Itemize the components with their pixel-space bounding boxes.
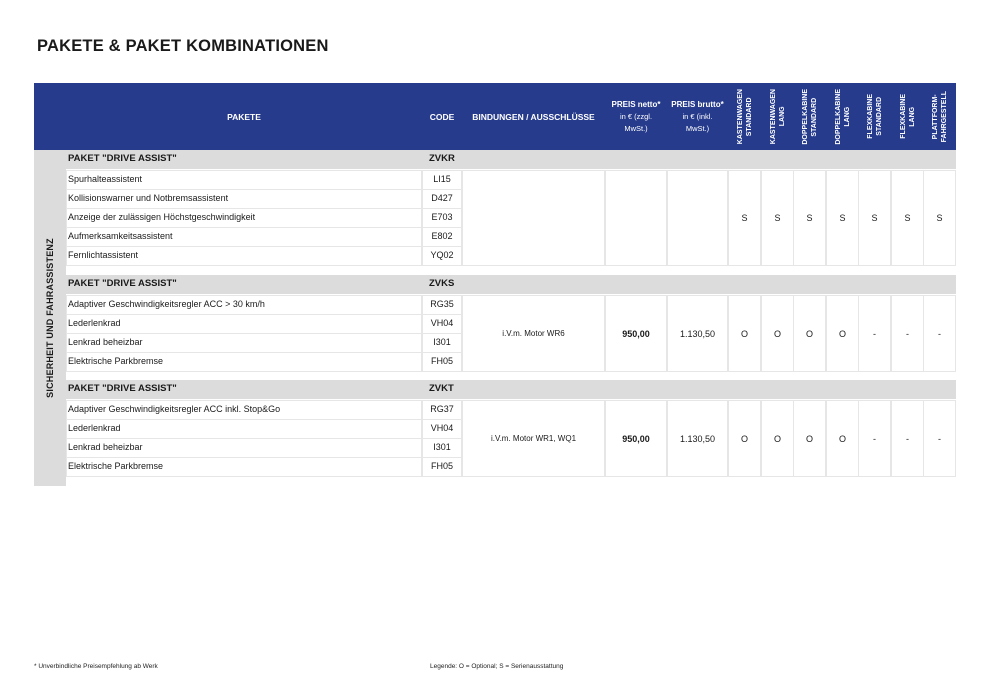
availability-cell (923, 400, 956, 477)
availability-cell (923, 295, 956, 372)
group-code: ZVKS (429, 278, 455, 289)
header-code-label: CODE (429, 111, 455, 122)
group-code: ZVKT (429, 383, 454, 394)
header-variant-label (801, 89, 819, 145)
page-title: PAKETE & PAKET KOMBINATIONEN (37, 37, 329, 55)
header-variant-line1: PLATTFORM- (931, 94, 939, 139)
preis-netto-cell-value: 950,00 (622, 433, 650, 444)
preis-brutto-cell (667, 295, 728, 372)
header-preis-netto-title: PREIS netto* (611, 99, 661, 109)
section-label-text: SICHERHEIT UND FAHRASSISTENZ (45, 238, 55, 398)
bindungen-cell-value: i.V.m. Motor WR6 (502, 329, 565, 338)
availability-cell (826, 400, 859, 477)
header-variant-line2: LANG (843, 106, 851, 127)
availability-cell (761, 400, 794, 477)
availability-value: - (906, 433, 909, 444)
item-code: VH04 (430, 423, 454, 433)
header-variant-line1: KASTENWAGEN (736, 88, 744, 145)
item-label: Kollisionswarner und Notbremsassistent (68, 193, 229, 203)
availability-value: O (773, 328, 781, 339)
header-variant-line2: FAHRGESTELL (940, 90, 948, 143)
header-preis-brutto-sub: in € (inkl. MwSt.) (682, 111, 713, 133)
group-name: PAKET "DRIVE ASSIST" (68, 153, 177, 164)
availability-value: O (805, 433, 813, 444)
preis-netto-cell (605, 295, 667, 372)
header-variant-1 (761, 83, 794, 150)
preis-brutto-cell (667, 170, 728, 266)
availability-cell (858, 170, 891, 266)
header-variant-label (931, 91, 949, 142)
item-label: Elektrische Parkbremse (68, 461, 164, 471)
availability-cell (761, 295, 794, 372)
footer-note: * Unverbindliche Preisempfehlung ab Werk (34, 663, 158, 670)
group-header-row (66, 150, 956, 169)
availability-value: - (873, 433, 876, 444)
item-code: RG37 (430, 404, 454, 414)
availability-value: - (906, 328, 909, 339)
preis-brutto-cell-value: 1.130,50 (679, 328, 716, 339)
section-label (34, 150, 66, 486)
availability-value: O (838, 328, 846, 339)
availability-cell (923, 170, 956, 266)
item-code: D427 (431, 193, 453, 203)
footer-legend: Legende: O = Optional; S = Serienausstattung (430, 663, 564, 670)
item-label: Lederlenkrad (68, 423, 121, 433)
item-code: E802 (431, 231, 453, 241)
item-code: FH05 (430, 356, 453, 366)
availability-value: O (740, 328, 748, 339)
item-label: Elektrische Parkbremse (68, 356, 164, 366)
header-preis-netto (605, 83, 667, 150)
item-label: Adaptiver Geschwindigkeitsregler ACC inkl. Stop&Go (68, 404, 281, 414)
availability-value: - (938, 433, 941, 444)
preis-brutto-cell (667, 400, 728, 477)
group-header-row (66, 380, 956, 399)
item-code: I301 (433, 442, 451, 452)
availability-value: - (938, 328, 941, 339)
availability-value: - (873, 328, 876, 339)
group-code: ZVKR (429, 153, 455, 164)
header-variant-line1: DOPPELKABINE (834, 88, 842, 145)
header-preis-brutto (667, 83, 728, 150)
group-name: PAKET "DRIVE ASSIST" (68, 278, 177, 289)
availability-cell (891, 170, 924, 266)
header-variant-line2: STANDARD (810, 97, 818, 136)
availability-cell (826, 295, 859, 372)
header-variant-line2: STANDARD (745, 97, 753, 136)
header-preis-netto-sub: in € (zzgl. MwSt.) (619, 111, 653, 133)
availability-value: O (740, 433, 748, 444)
availability-cell (793, 295, 826, 372)
header-variant-line2: STANDARD (875, 97, 883, 136)
header-variant-label (769, 89, 787, 144)
header-preis-brutto-title: PREIS brutto* (671, 99, 724, 109)
availability-cell (858, 295, 891, 372)
availability-value: O (773, 433, 781, 444)
preis-netto-cell-value: 950,00 (622, 328, 650, 339)
item-code: E703 (431, 212, 453, 222)
group-header-row (66, 275, 956, 294)
header-bindungen (462, 83, 605, 150)
availability-cell (728, 170, 761, 266)
header-variant-line2: LANG (908, 106, 916, 127)
header-variant-2 (793, 83, 826, 150)
header-variant-4 (858, 83, 891, 150)
availability-cell (858, 400, 891, 477)
bindungen-cell (462, 295, 605, 372)
availability-cell (793, 400, 826, 477)
preis-netto-cell (605, 170, 667, 266)
availability-cell (826, 170, 859, 266)
header-variant-line1: DOPPELKABINE (801, 88, 809, 145)
header-bindungen-label: BINDUNGEN / AUSSCHLÜSSE (472, 111, 595, 122)
bindungen-cell-value: i.V.m. Motor WR1, WQ1 (490, 434, 577, 443)
availability-value: S (806, 213, 813, 223)
group-name: PAKET "DRIVE ASSIST" (68, 383, 177, 394)
bindungen-cell (462, 170, 605, 266)
item-code: VH04 (430, 318, 454, 328)
item-code: LI15 (433, 174, 451, 184)
preis-netto-cell (605, 400, 667, 477)
availability-value: O (805, 328, 813, 339)
item-code: I301 (433, 337, 451, 347)
item-code: FH05 (430, 461, 453, 471)
header-variant-6 (923, 83, 956, 150)
availability-cell (891, 295, 924, 372)
availability-cell (891, 400, 924, 477)
item-label: Lenkrad beheizbar (68, 337, 143, 347)
availability-value: S (774, 213, 781, 223)
item-label: Fernlichtassistent (68, 250, 139, 260)
bindungen-cell (462, 400, 605, 477)
availability-cell (761, 170, 794, 266)
availability-value: O (838, 433, 846, 444)
availability-cell (728, 400, 761, 477)
item-label: Aufmerksamkeitsassistent (68, 231, 173, 241)
availability-value: S (936, 213, 943, 223)
header-variant-label (866, 94, 884, 139)
item-label: Spurhalteassistent (68, 174, 143, 184)
item-label: Lenkrad beheizbar (68, 442, 143, 452)
item-label: Anzeige der zulässigen Höchstgeschwindigkeit (68, 212, 256, 222)
availability-value: S (871, 213, 878, 223)
header-variant-line1: FLEXKABINE (899, 94, 907, 139)
header-variant-0 (728, 83, 761, 150)
item-label: Adaptiver Geschwindigkeitsregler ACC > 30 km/h (68, 299, 265, 309)
header-pakete-label: PAKETE (227, 111, 261, 122)
availability-value: S (741, 213, 748, 223)
item-code: RG35 (430, 299, 454, 309)
availability-value: S (904, 213, 911, 223)
header-variant-label (834, 89, 852, 145)
item-code: YQ02 (430, 250, 454, 260)
item-label: Lederlenkrad (68, 318, 121, 328)
header-variant-3 (826, 83, 859, 150)
preis-brutto-cell-value: 1.130,50 (679, 433, 716, 444)
header-pakete (66, 83, 422, 150)
availability-cell (793, 170, 826, 266)
header-variant-line1: KASTENWAGEN (769, 88, 777, 145)
header-code (422, 83, 462, 150)
availability-value: S (839, 213, 846, 223)
header-variant-label (899, 94, 917, 139)
header-variant-label (736, 89, 754, 144)
header-variant-5 (891, 83, 924, 150)
header-variant-line1: FLEXKABINE (866, 94, 874, 139)
availability-cell (728, 295, 761, 372)
header-variant-line2: LANG (778, 106, 786, 127)
